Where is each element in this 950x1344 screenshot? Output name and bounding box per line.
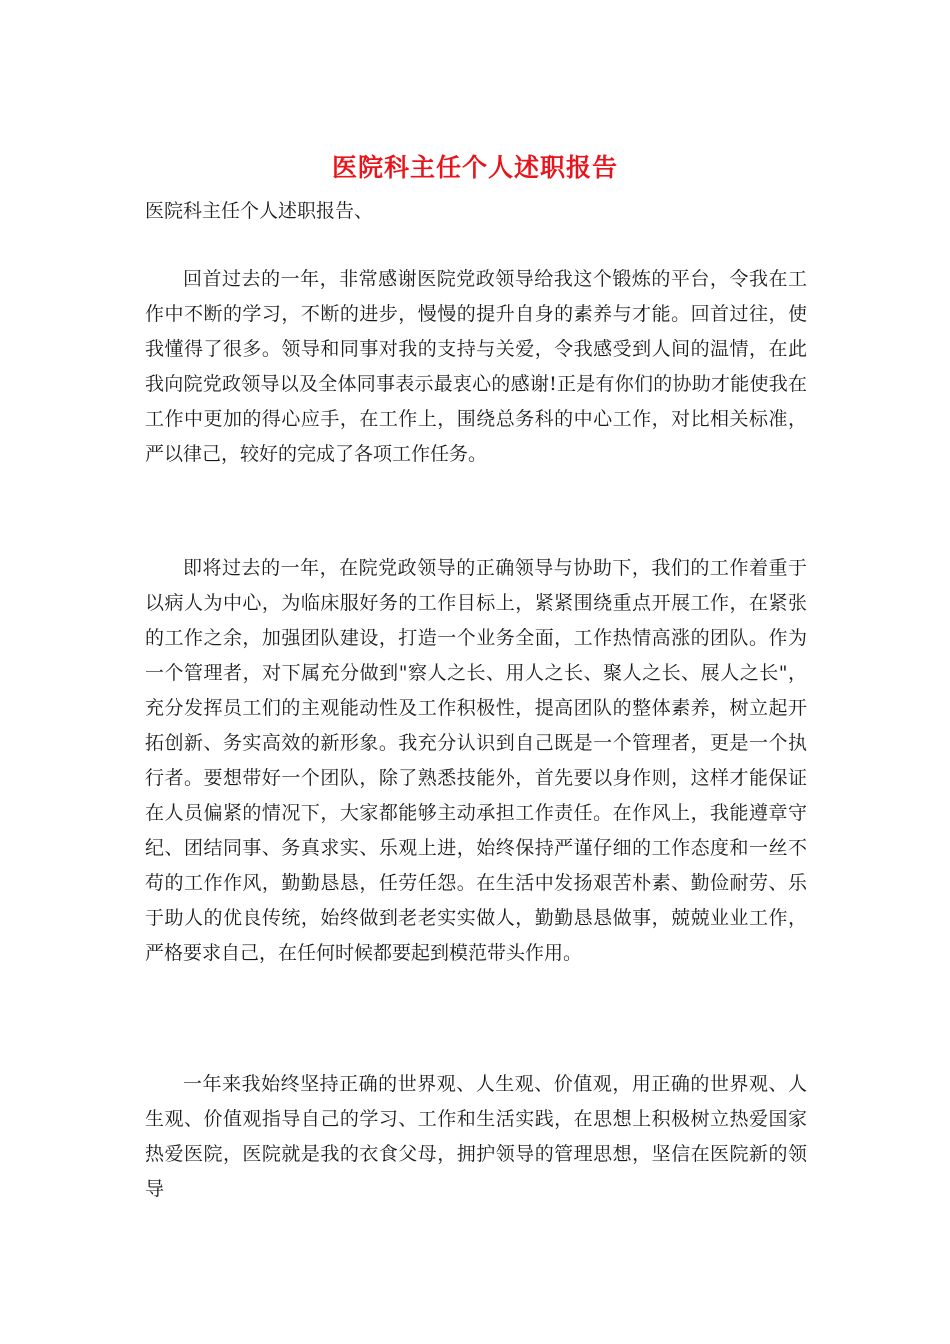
paragraph-3: 一年来我始终坚持正确的世界观、人生观、价值观，用正确的世界观、人生观、价值观指导自己的学习、工作和生活实践，在思想上积极树立热爱国家热爱医院，医院就是我的衣食父母，拥护领导的管理思想，坚信在医院新的领导 [145,1073,807,1200]
paragraph-2: 即将过去的一年，在院党政领导的正确领导与协助下，我们的工作着重于以病人为中心，为临床服好务的工作目标上，紧紧围绕重点开展工作，在紧张的工作之余，加强团队建设，打造一个业务全面，工作热情高涨的团队。作为一个管理者，对下属充分做到"察人之长、用人之长、聚人之长、展人之长"，充分发挥员工们的主观能动性及工作积极性，提高团队的整体素养，树立起开拓创新、务实高效的新形象。我充分认识到自己既是一个管理者，更是一个执行者。要想带好一个团队，除了熟悉技能外，首先要以身作则，这样才能保证在人员偏紧的情况下，大家都能够主动承担工作责任。在作风上，我能遵章守纪、团结同事、务真求实、乐观上进，始终保持严谨仔细的工作态度和一丝不苟的工作作风，勤勤恳恳，任劳任怨。在生活中发扬艰苦朴素、勤俭耐劳、乐于助人的优良传统，始终做到老老实实做人，勤勤恳恳做事，兢兢业业工作，严格要求自己，在任何时候都要起到模范带头作用。 [145,557,807,964]
document-title: 医院科主任个人述职报告 [331,153,618,182]
paragraph-1: 回首过去的一年，非常感谢医院党政领导给我这个锻炼的平台，令我在工作中不断的学习，不断的进步，慢慢的提升自身的素养与才能。回首过往，使我懂得了很多。领导和同事对我的支持与关爱，令我感受到人间的温情，在此我向院党政领导以及全体同事表示最衷心的感谢!正是有你们的协助才能使我在工作中更加的得心应手，在工作上，围绕总务科的中心工作，对比相关标准，严以律己，较好的完成了各项工作任务。 [145,268,807,465]
document-subtitle: 医院科主任个人述职报告、 [145,200,374,222]
